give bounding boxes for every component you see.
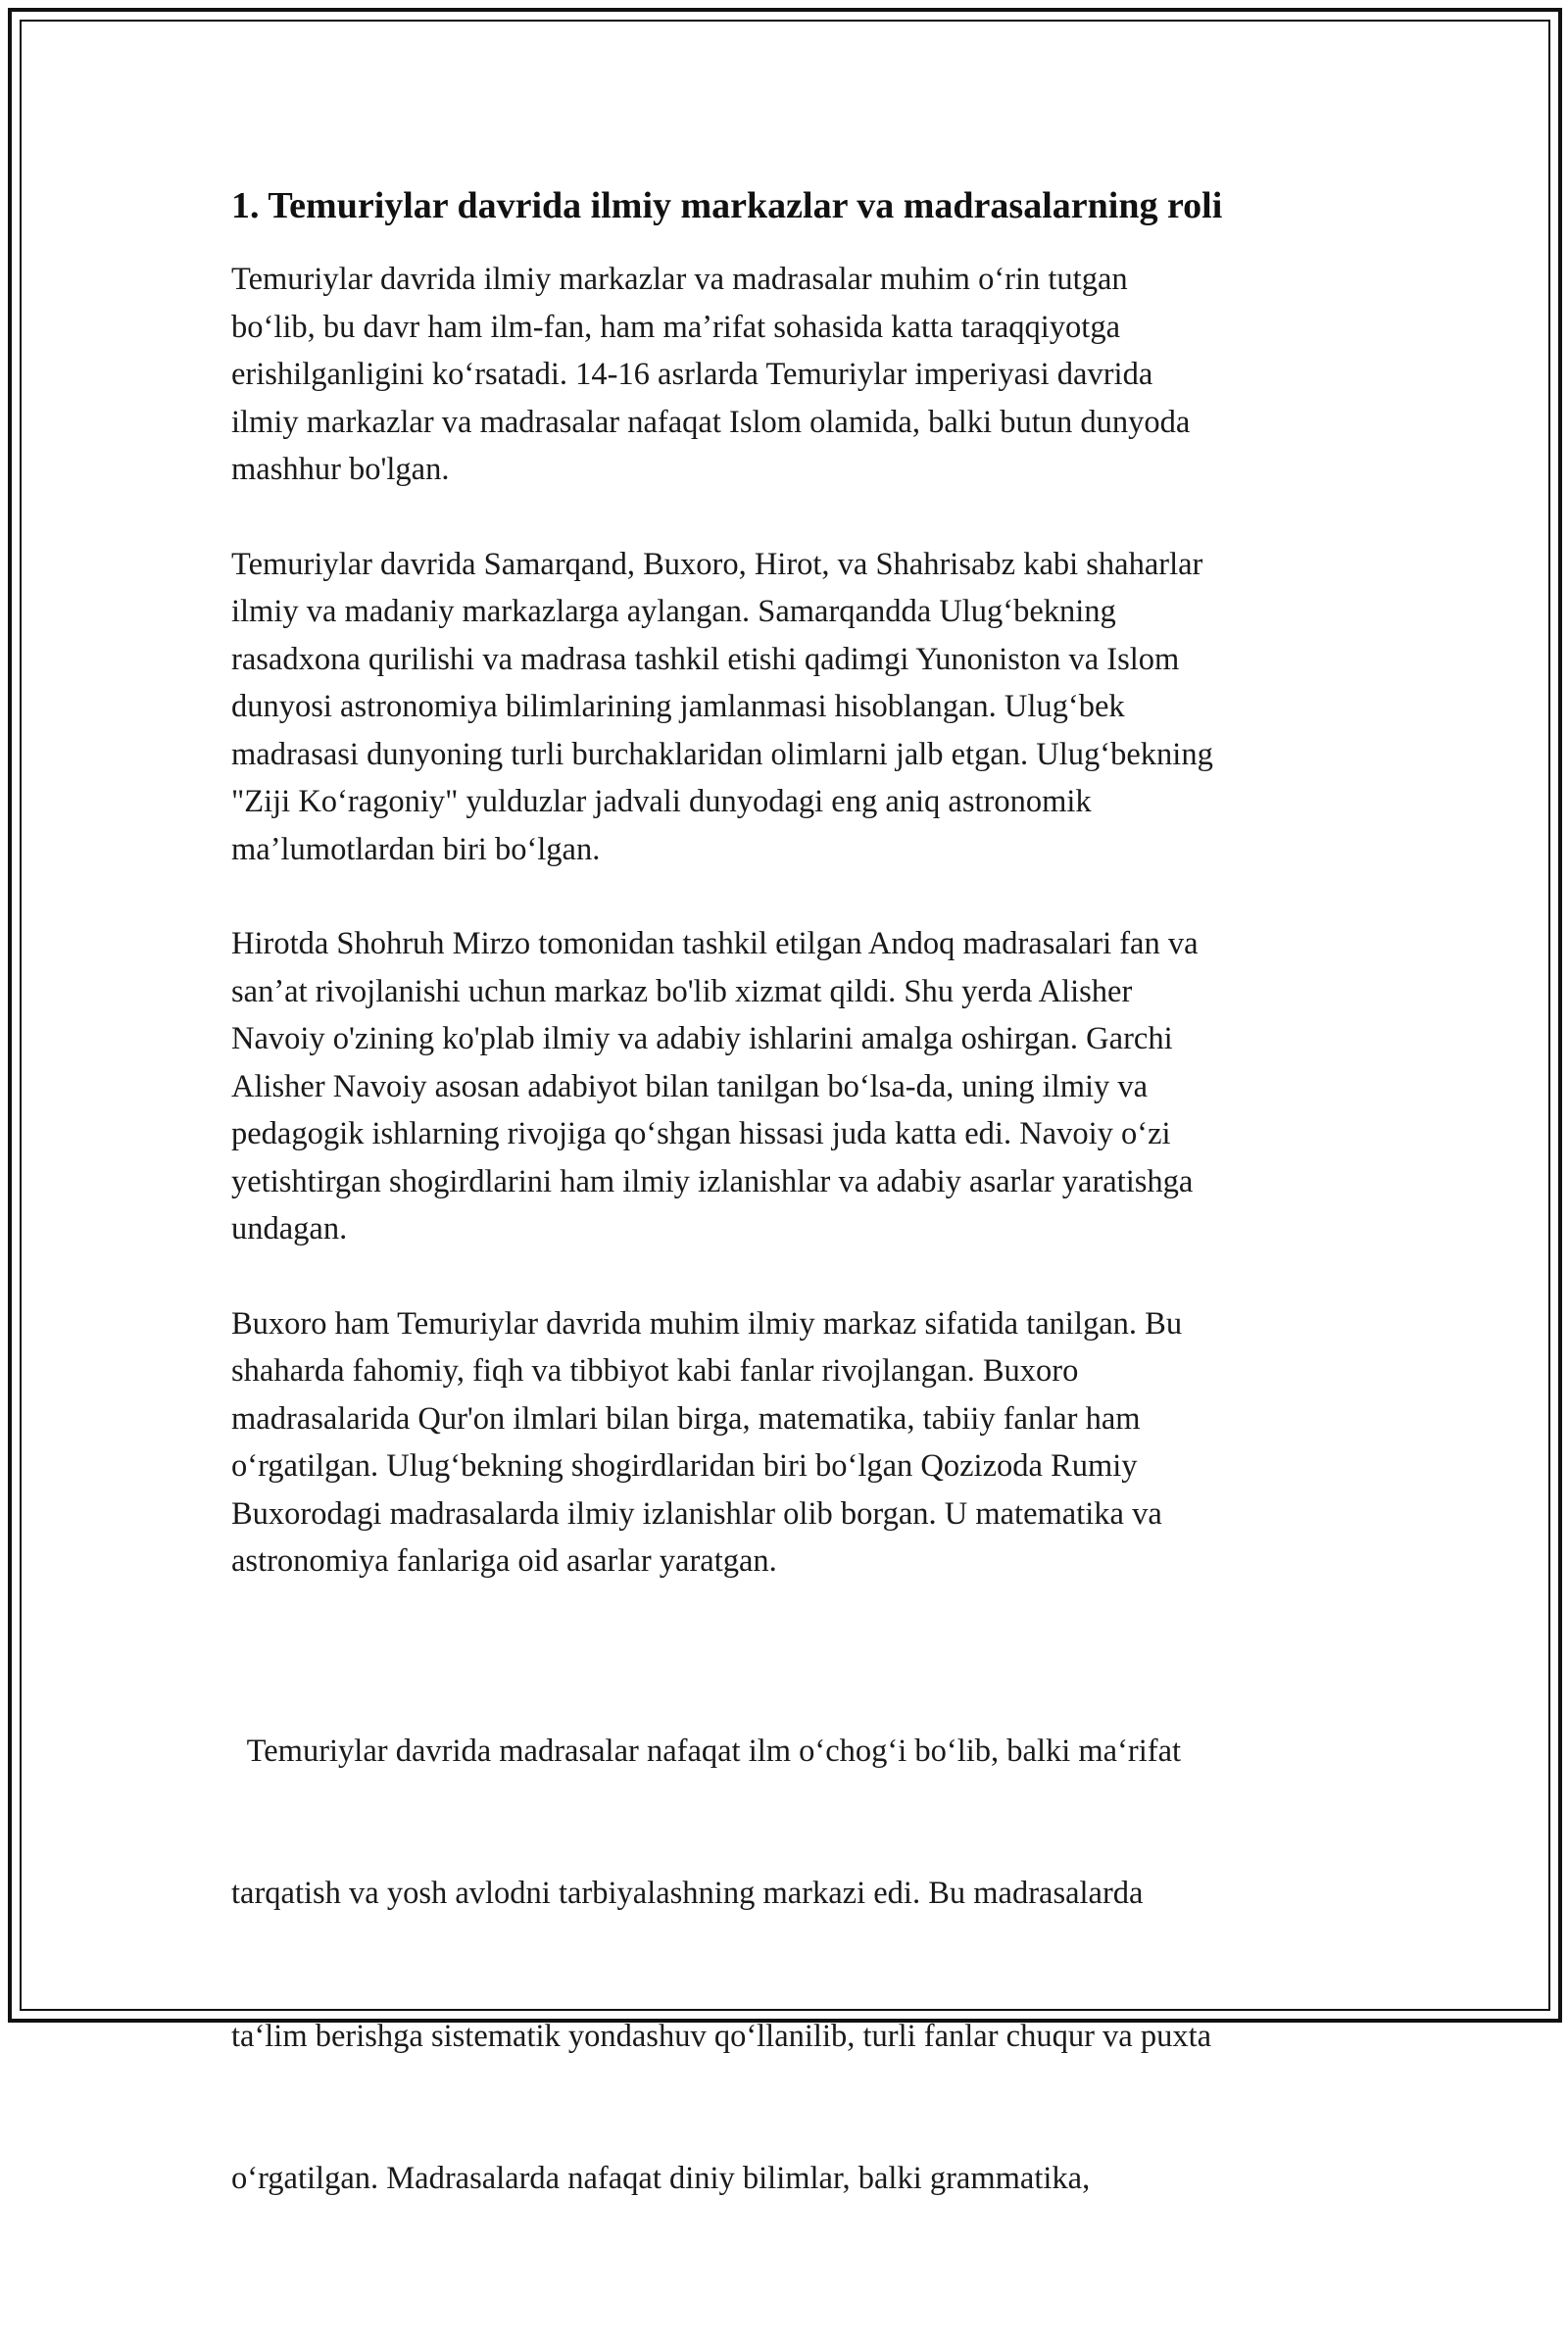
text-line: sanʼat rivojlanishi uchun markaz bo'lib xizmat qildi. Shu yerda Alisher (231, 973, 1133, 1009)
text-line: "Ziji Koʻragoniy" yulduzlar jadvali dunyodagi eng aniq astronomik (231, 784, 1092, 819)
text-line: pedagogik ishlarning rivojiga qoʻshgan hissasi juda katta edi. Navoiy oʻzi (231, 1116, 1171, 1151)
text-line: oʻrgatilgan. Madrasalarda nafaqat diniy bilimlar, balki grammatika, (231, 2161, 1091, 2196)
text-line: dunyosi astronomiya bilimlarining jamlanmasi hisoblangan. Ulugʻbek (231, 689, 1125, 724)
text-line: Buxoro ham Temuriylar davrida muhim ilmiy markaz sifatida tanilgan. Bu (231, 1305, 1183, 1342)
section-heading: 1. Temuriylar davrida ilmiy markazlar va madrasalarning roli (231, 185, 1223, 226)
text-line: Temuriylar davrida ilmiy markazlar va madrasalar muhim oʻrin tutgan (231, 262, 1128, 297)
text-line: rasadxona qurilishi va madrasa tashkil etishi qadimgi Yunoniston va Islom (231, 641, 1180, 677)
text-line: ilmiy va madaniy markazlarga aylangan. Samarqandda Ulugʻbekning (231, 594, 1116, 629)
document-body (231, 181, 1348, 2345)
paragraph-1 (231, 256, 1348, 494)
text-line: Buxorodagi madrasalarda ilmiy izlanishlar olib borgan. U matematika va (231, 1495, 1162, 1532)
text-line: oʻrgatilgan. Ulugʻbekning shogirdlaridan biri boʻlgan Qozizoda Rumiy (231, 1448, 1138, 1484)
text-line: yetishtirgan shogirdlarini ham ilmiy izlanishlar va adabiy asarlar yaratishga (231, 1163, 1194, 1199)
text-line: tarqatish va yosh avlodni tarbiyalashning markazi edi. Bu madrasalarda (231, 1876, 1144, 1911)
text-line: madrasasi dunyoning turli burchaklaridan olimlarni jalb etgan. Ulugʻbekning (231, 736, 1213, 772)
text-line: Navoiy o'zining ko'plab ilmiy va adabiy ishlarini amalga oshirgan. Garchi (231, 1021, 1173, 1056)
text-line: undagan. (231, 1211, 348, 1246)
text-line: boʻlib, bu davr ham ilm-fan, ham maʼrifat sohasida katta taraqqiyotga (231, 309, 1121, 345)
paragraph-4 (231, 1300, 1348, 1586)
paragraph-2 (231, 541, 1348, 874)
text-line: maʼlumotlardan biri boʻlgan. (231, 831, 601, 867)
paragraph-3 (231, 920, 1348, 1253)
text-line: astronomiya fanlariga oid asarlar yaratgan. (231, 1543, 777, 1579)
text-line: Hirotda Shohruh Mirzo tomonidan tashkil etilgan Andoq madrasalari fan va (231, 926, 1199, 961)
text-line: Temuriylar davrida madrasalar nafaqat ilm oʻchogʻi boʻlib, balki maʻrifat (231, 1733, 1182, 1769)
text-line: taʻlim berishga sistematik yondashuv qoʻllanilib, turli fanlar chuqur va puxta (231, 2018, 1212, 2054)
text-line: madrasalarida Qur'on ilmlari bilan birga, matematika, tabiiy fanlar ham (231, 1400, 1141, 1437)
text-line: shaharda fahomiy, fiqh va tibbiyot kabi fanlar rivojlangan. Buxoro (231, 1353, 1079, 1389)
text-line: Temuriylar davrida Samarqand, Buxoro, Hirot, va Shahrisabz kabi shaharlar (231, 546, 1203, 582)
text-line: erishilganligini koʻrsatadi. 14-16 asrlarda Temuriylar imperiyasi davrida (231, 357, 1153, 392)
paragraph-5 (231, 1633, 1348, 2298)
text-line: Alisher Navoiy asosan adabiyot bilan tanilgan boʻlsa-da, uning ilmiy va (231, 1068, 1149, 1104)
text-line: ilmiy markazlar va madrasalar nafaqat Islom olamida, balki butun dunyoda (231, 404, 1191, 440)
text-line: mashhur bo'lgan. (231, 452, 450, 487)
